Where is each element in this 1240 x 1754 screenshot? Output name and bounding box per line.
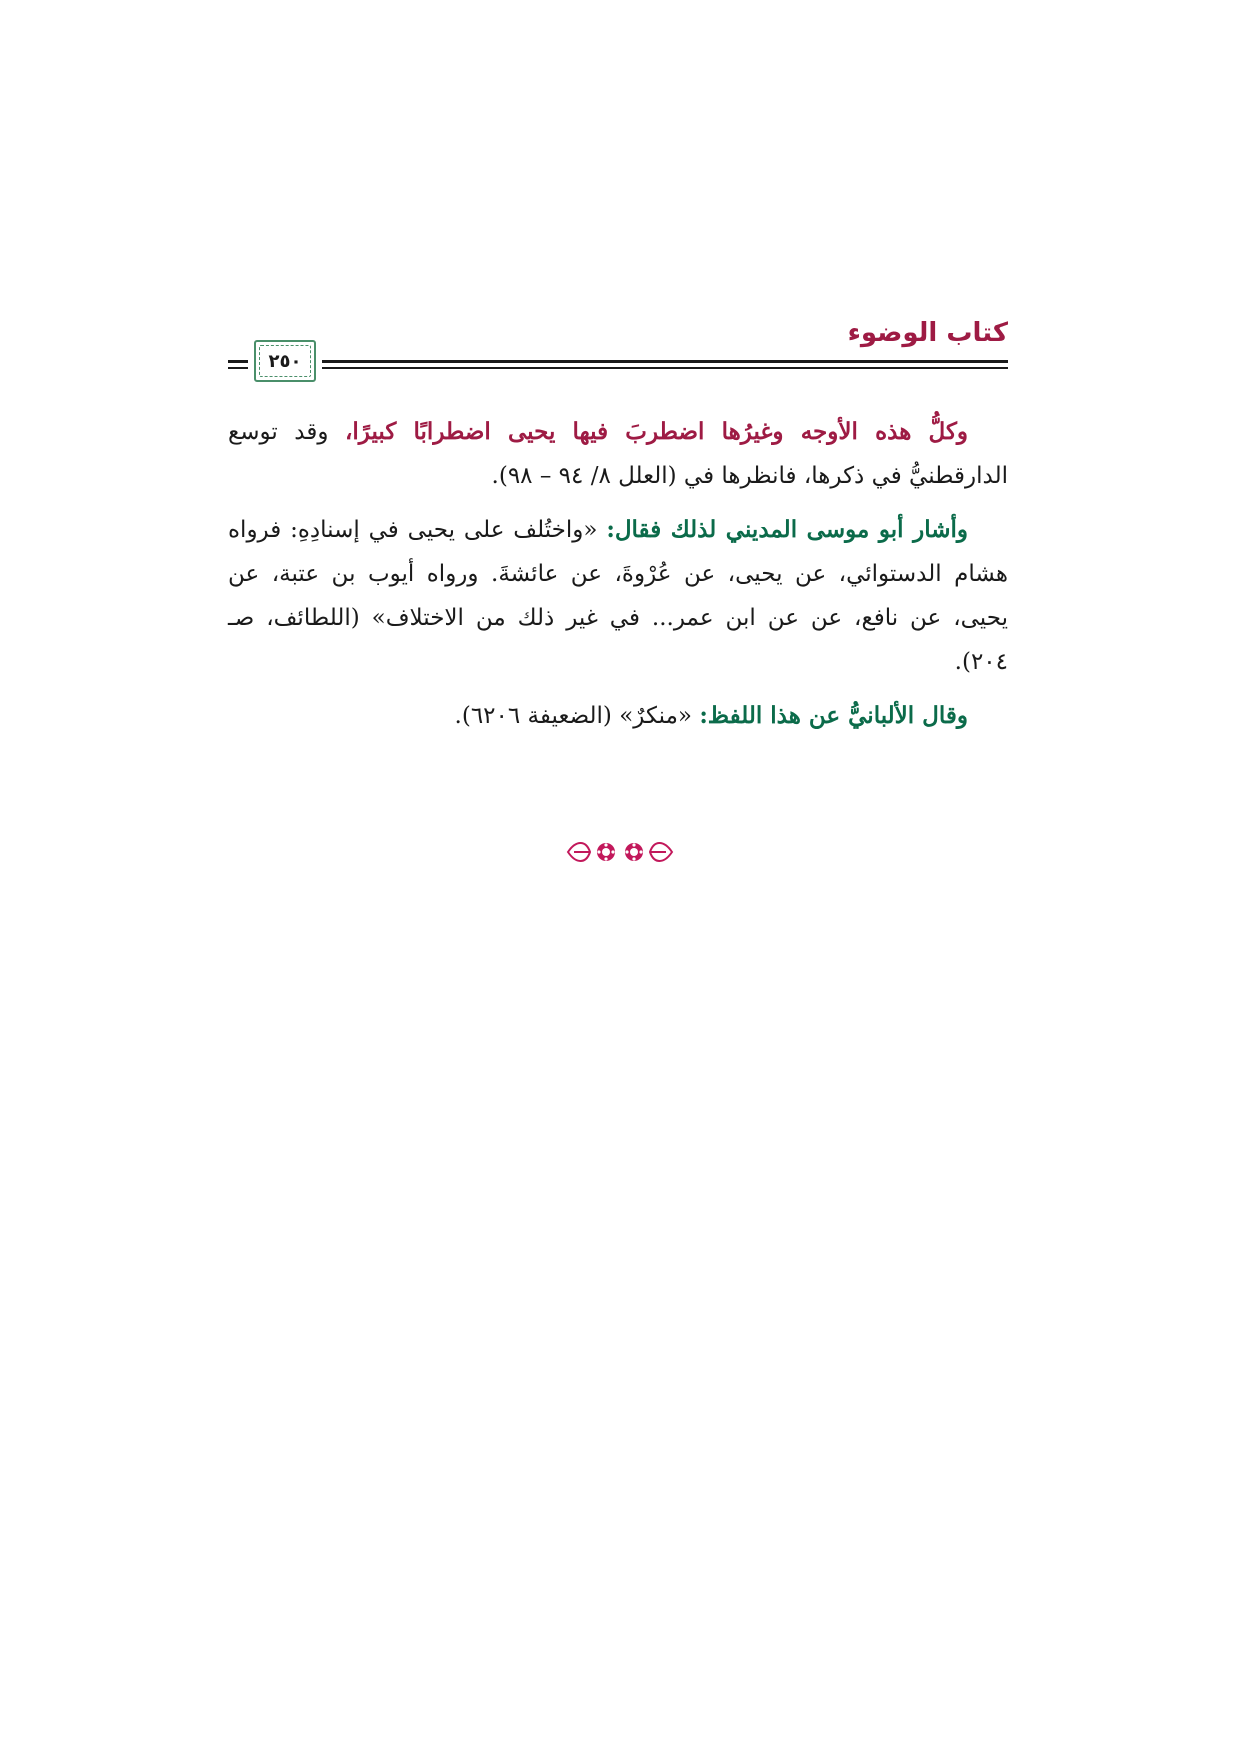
header-rule-bottom (228, 367, 1008, 369)
decorative-frame-icon (254, 340, 316, 382)
paragraph-2 (228, 508, 1008, 684)
paragraph-3 (228, 694, 1008, 738)
paragraph-text: «منكرٌ» (الضعيفة ٦٢٠٦). (454, 703, 700, 729)
floral-divider-svg (560, 834, 680, 870)
paragraph-lead: وكلُّ هذه الأوجه وغيرُها اضطربَ فيها يحيى اضطرابًا كبيرًا، (344, 418, 969, 445)
page-header (228, 318, 1008, 386)
paragraph-lead: وأشار أبو موسى المديني لذلك فقال: (606, 516, 969, 543)
floral-divider-icon (0, 832, 1240, 872)
page-number: ٢٥٠ (263, 351, 308, 372)
paragraph-lead: وقال الألبانيُّ عن هذا اللفظ: (699, 702, 968, 729)
paragraph-text: «واختُلف على يحيى في إسنادِهِ: فرواه هشام الدستوائي، عن يحيى، عن عُرْوةَ، عن عائشةَ. ورواه أيوب بن عتبة، عن يحيى، عن نافع، عن عن ابن عمر... في غير ذلك من الاختلاف» (اللطائف، صـ ٢٠٤). (228, 517, 1008, 675)
paragraph-text: وقد توسع الدارقطنيُّ في ذكرها، فانظرها في (العلل ٨/ ٩٤ – ٩٨). (228, 419, 1008, 489)
book-title: كتاب الوضوء (847, 318, 1008, 348)
header-rule-top (228, 360, 1008, 363)
paragraph-1 (228, 410, 1008, 498)
main-text (228, 410, 1008, 748)
